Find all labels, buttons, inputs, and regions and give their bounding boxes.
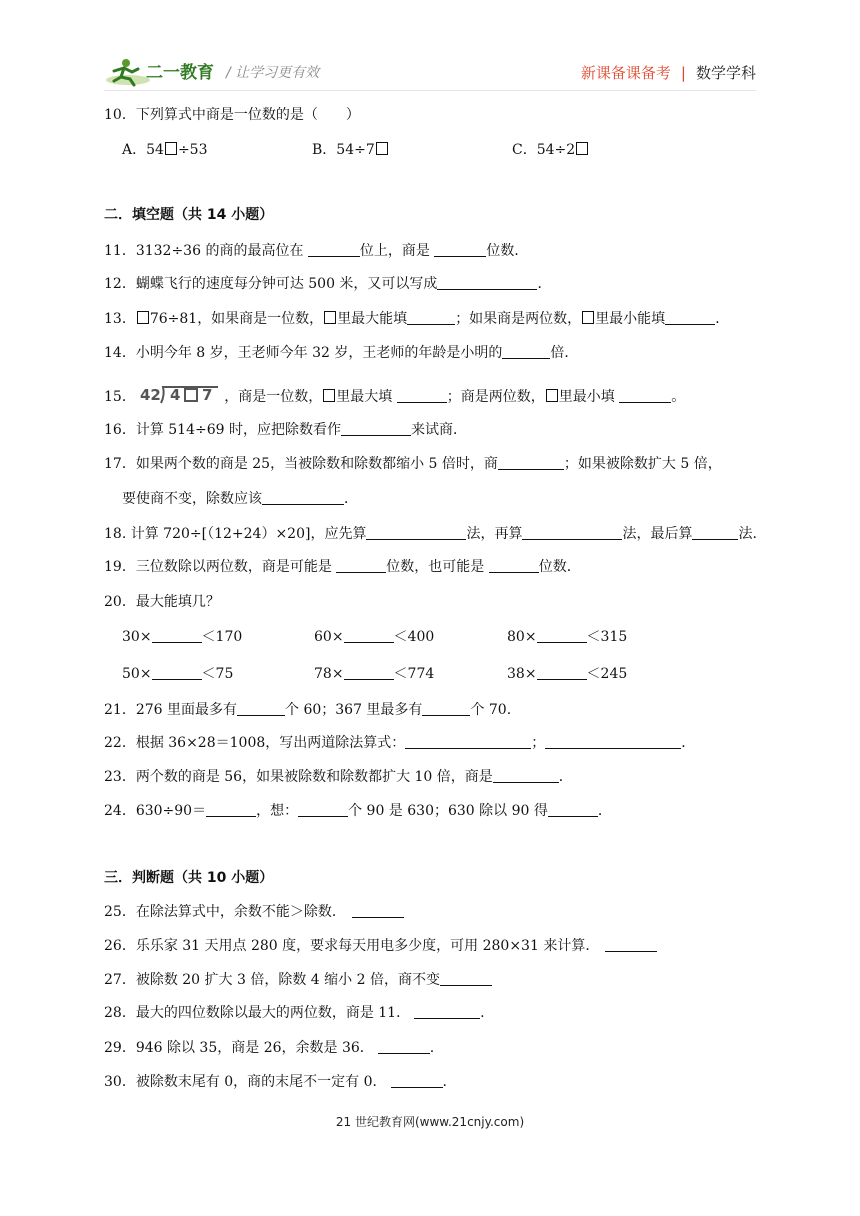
answer-blank[interactable] (152, 665, 202, 680)
q21-text-3: 个 70. (470, 702, 512, 718)
question-28 (104, 1003, 485, 1023)
answer-blank[interactable] (692, 525, 738, 540)
answer-blank[interactable] (489, 558, 539, 573)
answer-blank[interactable] (422, 701, 470, 716)
header-tag: 新课备课备考 (580, 64, 671, 82)
q29-text-1: 29．946 除以 35，商是 26，余数是 36． (104, 1040, 374, 1056)
q20-item-text: ＜75 (201, 666, 234, 682)
q10-b-text: B．54÷7 (312, 142, 375, 158)
runner-logo-icon (104, 57, 214, 87)
q11-text-2: 位上，商是 (359, 243, 435, 259)
question-30 (104, 1072, 447, 1092)
q24-text-3: 个 90 是 630；630 除以 90 得 (348, 803, 548, 819)
q10-option-b (312, 140, 389, 160)
question-27 (104, 970, 492, 990)
answer-blank[interactable] (366, 525, 466, 540)
q15-text-1: 15． (104, 389, 136, 405)
q20-item-6 (507, 664, 627, 684)
answer-blank[interactable] (437, 275, 537, 290)
answer-blank[interactable] (352, 903, 404, 918)
q13-text-3: 里最大能填 (337, 311, 408, 327)
q27-text-1: 27．被除数 20 扩大 3 倍，除数 4 缩小 2 倍，商不变 (104, 972, 440, 988)
section-fill-in: 二．填空题（共 14 小题） (104, 207, 274, 223)
q20-item-1 (122, 627, 242, 647)
logo (104, 57, 214, 91)
page-footer: 21 世纪教育网(www.21cnjy.com) (335, 1115, 525, 1129)
answer-blank[interactable] (502, 344, 550, 359)
answer-blank[interactable] (397, 388, 447, 403)
answer-blank[interactable] (344, 628, 394, 643)
q20-item-text: ＜170 (201, 629, 243, 645)
q15-text-3: 里最大填 (336, 389, 397, 405)
q10-option-c (512, 140, 589, 160)
q16-text-1: 16．计算 514÷69 时，应把除数看作 (104, 422, 341, 438)
q20-item-text: 38× (507, 666, 537, 682)
q17-text-4: ． (344, 491, 358, 507)
q13-text-6: ． (715, 311, 730, 327)
answer-blank[interactable] (522, 525, 622, 540)
question-25 (104, 902, 404, 922)
divisor: 42 (140, 386, 162, 404)
answer-blank[interactable] (665, 310, 715, 325)
answer-blank[interactable] (298, 802, 348, 817)
answer-blank[interactable] (308, 242, 360, 257)
q20-item-text: 78× (314, 666, 344, 682)
q10-a-text2: ÷53 (177, 142, 208, 158)
answer-blank[interactable] (262, 490, 344, 505)
header-subject: 数学学科 (695, 64, 756, 82)
q24-text-4: ． (597, 803, 612, 819)
q20-item-text: ＜315 (586, 629, 628, 645)
q20-item-text: 60× (314, 629, 344, 645)
answer-blank[interactable] (237, 701, 285, 716)
q24-text-2: ，想： (256, 803, 299, 819)
question-20 (104, 592, 220, 612)
q20-item-text: ＜774 (393, 666, 435, 682)
q23-text-2: ． (558, 769, 573, 785)
q10-a-text: A．54 (122, 142, 164, 158)
answer-blank[interactable] (619, 388, 671, 403)
q19-text-1: 19．三位数除以两位数，商是可能是 (104, 559, 337, 575)
answer-blank[interactable] (341, 421, 411, 436)
q28-text-2: . (480, 1005, 485, 1021)
q14-text-2: 倍． (550, 345, 579, 361)
answer-blank[interactable] (498, 455, 564, 470)
q15-text-6: 。 (671, 389, 686, 405)
answer-blank[interactable] (537, 628, 587, 643)
question-22 (104, 733, 695, 753)
blank-box (576, 142, 588, 155)
question-11 (104, 241, 528, 261)
answer-blank[interactable] (336, 558, 386, 573)
answer-blank[interactable] (434, 242, 486, 257)
header-separator: | (680, 64, 686, 82)
q30-text-2: . (442, 1074, 447, 1090)
q20-item-text: 30× (122, 629, 152, 645)
blank-box (165, 142, 177, 155)
header-right (581, 62, 756, 83)
question-23 (104, 767, 573, 787)
q21-text-2: 个 60；367 里最多有 (285, 702, 423, 718)
q20-item-text: ＜400 (393, 629, 435, 645)
question-10 (104, 105, 360, 125)
q22-text-2: ； (531, 735, 546, 751)
q21-text-1: 21．276 里面最多有 (104, 702, 237, 718)
blank-box (324, 311, 336, 324)
answer-blank[interactable] (440, 971, 492, 986)
q25-text-1: 25．在除法算式中，余数不能＞除数． (104, 904, 346, 920)
q20-item-5 (314, 664, 434, 684)
q18-text-4: 法. (738, 526, 757, 542)
q22-text-1: 22．根据 36×28＝1008，写出两道除法算式： (104, 735, 406, 751)
q18-text-3: 法，最后算 (622, 526, 693, 542)
long-division-figure (140, 385, 220, 411)
q30-text-1: 30．被除数末尾有 0，商的末尾不一定有 0． (104, 1074, 387, 1090)
blank-box (546, 389, 558, 402)
answer-blank[interactable] (344, 665, 394, 680)
question-18 (104, 524, 757, 544)
question-14 (104, 343, 578, 363)
blank-box (185, 389, 197, 401)
blank-box (323, 389, 335, 402)
answer-blank[interactable] (405, 734, 531, 749)
q20-item-3 (507, 627, 627, 647)
slogan: / 让学习更有效 (226, 65, 320, 81)
question-19 (104, 557, 581, 577)
answer-blank[interactable] (378, 1039, 430, 1054)
blank-box (376, 142, 388, 155)
q15-text-4: ；商是两位数， (446, 389, 545, 405)
answer-blank[interactable] (152, 628, 202, 643)
answer-blank[interactable] (537, 665, 587, 680)
answer-blank[interactable] (493, 768, 559, 783)
q11-text-1: 11．3132÷36 的商的最高位在 (104, 243, 308, 259)
question-21 (104, 700, 511, 720)
answer-blank[interactable] (605, 937, 657, 952)
q12-text-2: ． (537, 276, 552, 292)
q10-c-text: C．54÷2 (512, 142, 576, 158)
q13-text-2: 76÷81，如果商是一位数， (149, 311, 324, 327)
q20-item-text: 50× (122, 666, 152, 682)
question-17-cont (122, 489, 358, 509)
dividend-digit-1: 4 (170, 386, 181, 404)
q10-stem: 10．下列算式中商是一位数的是（ ） (104, 107, 360, 123)
q26-text-1: 26．乐乐家 31 天用点 280 度，要求每天用电多少度，可用 280×31 来计算． (104, 938, 600, 954)
q10-option-a (122, 140, 207, 160)
blank-box (137, 311, 149, 324)
q11-text-3: 位数． (486, 243, 529, 259)
q17-text-2: ；如果被除数扩大 5 倍， (563, 456, 722, 472)
q17-text-3: 要使商不变，除数应该 (122, 491, 262, 507)
q28-text-1: 28．最大的四位数除以最大的两位数，商是 11． (104, 1005, 411, 1021)
q14-text-1: 14．小明今年 8 岁，王老师今年 32 岁，王老师的年龄是小明的 (104, 345, 503, 361)
answer-blank[interactable] (391, 1073, 443, 1088)
q20-item-text: 80× (507, 629, 537, 645)
q20-stem: 20．最大能填几？ (104, 594, 220, 610)
q15-text-5: 里最小填 (558, 389, 620, 405)
q23-text-1: 23．两个数的商是 56，如果被除数和除数都扩大 10 倍，商是 (104, 769, 493, 785)
answer-blank[interactable] (407, 310, 455, 325)
q29-text-2: . (429, 1040, 435, 1056)
section-true-false: 三．判断题（共 10 小题） (104, 870, 274, 886)
question-26 (104, 936, 657, 956)
q18-text-1: 18. 计算 720÷[（12+24）×20]，应先算 (104, 526, 367, 542)
logo-text: 二一教育 (146, 63, 214, 83)
question-15 (104, 385, 685, 411)
q22-text-3: ． (681, 735, 696, 751)
header-divider (104, 90, 756, 91)
q20-item-4 (122, 664, 233, 684)
question-24 (104, 801, 612, 821)
page-header (0, 0, 860, 100)
q20-item-2 (314, 627, 434, 647)
q19-text-2: 位数，也可能是 (386, 559, 489, 575)
answer-blank[interactable] (545, 734, 681, 749)
q16-text-2: 来试商． (410, 422, 467, 438)
q18-text-2: 法，再算 (466, 526, 523, 542)
q20-item-text: ＜245 (586, 666, 628, 682)
question-13 (104, 309, 729, 329)
q12-text-1: 12．蝴蝶飞行的速度每分钟可达 500 米，又可以写成 (104, 276, 438, 292)
question-17 (104, 454, 722, 474)
q24-text-1: 24．630÷90＝ (104, 803, 207, 819)
question-16 (104, 420, 467, 440)
question-29 (104, 1038, 434, 1058)
q13-text-5: 里最小能填 (595, 311, 666, 327)
answer-blank[interactable] (206, 802, 256, 817)
q15-text-2: ，商是一位数， (224, 389, 323, 405)
answer-blank[interactable] (548, 802, 598, 817)
q13-text-4: ；如果商是两位数， (455, 311, 582, 327)
blank-box (582, 311, 594, 324)
answer-blank[interactable] (414, 1004, 480, 1019)
dividend-digit-3: 7 (202, 386, 213, 404)
q17-text-1: 17．如果两个数的商是 25，当被除数和除数都缩小 5 倍时，商 (104, 456, 498, 472)
q19-text-3: 位数． (538, 559, 581, 575)
question-12 (104, 274, 551, 294)
q13-text-1: 13． (104, 311, 136, 327)
